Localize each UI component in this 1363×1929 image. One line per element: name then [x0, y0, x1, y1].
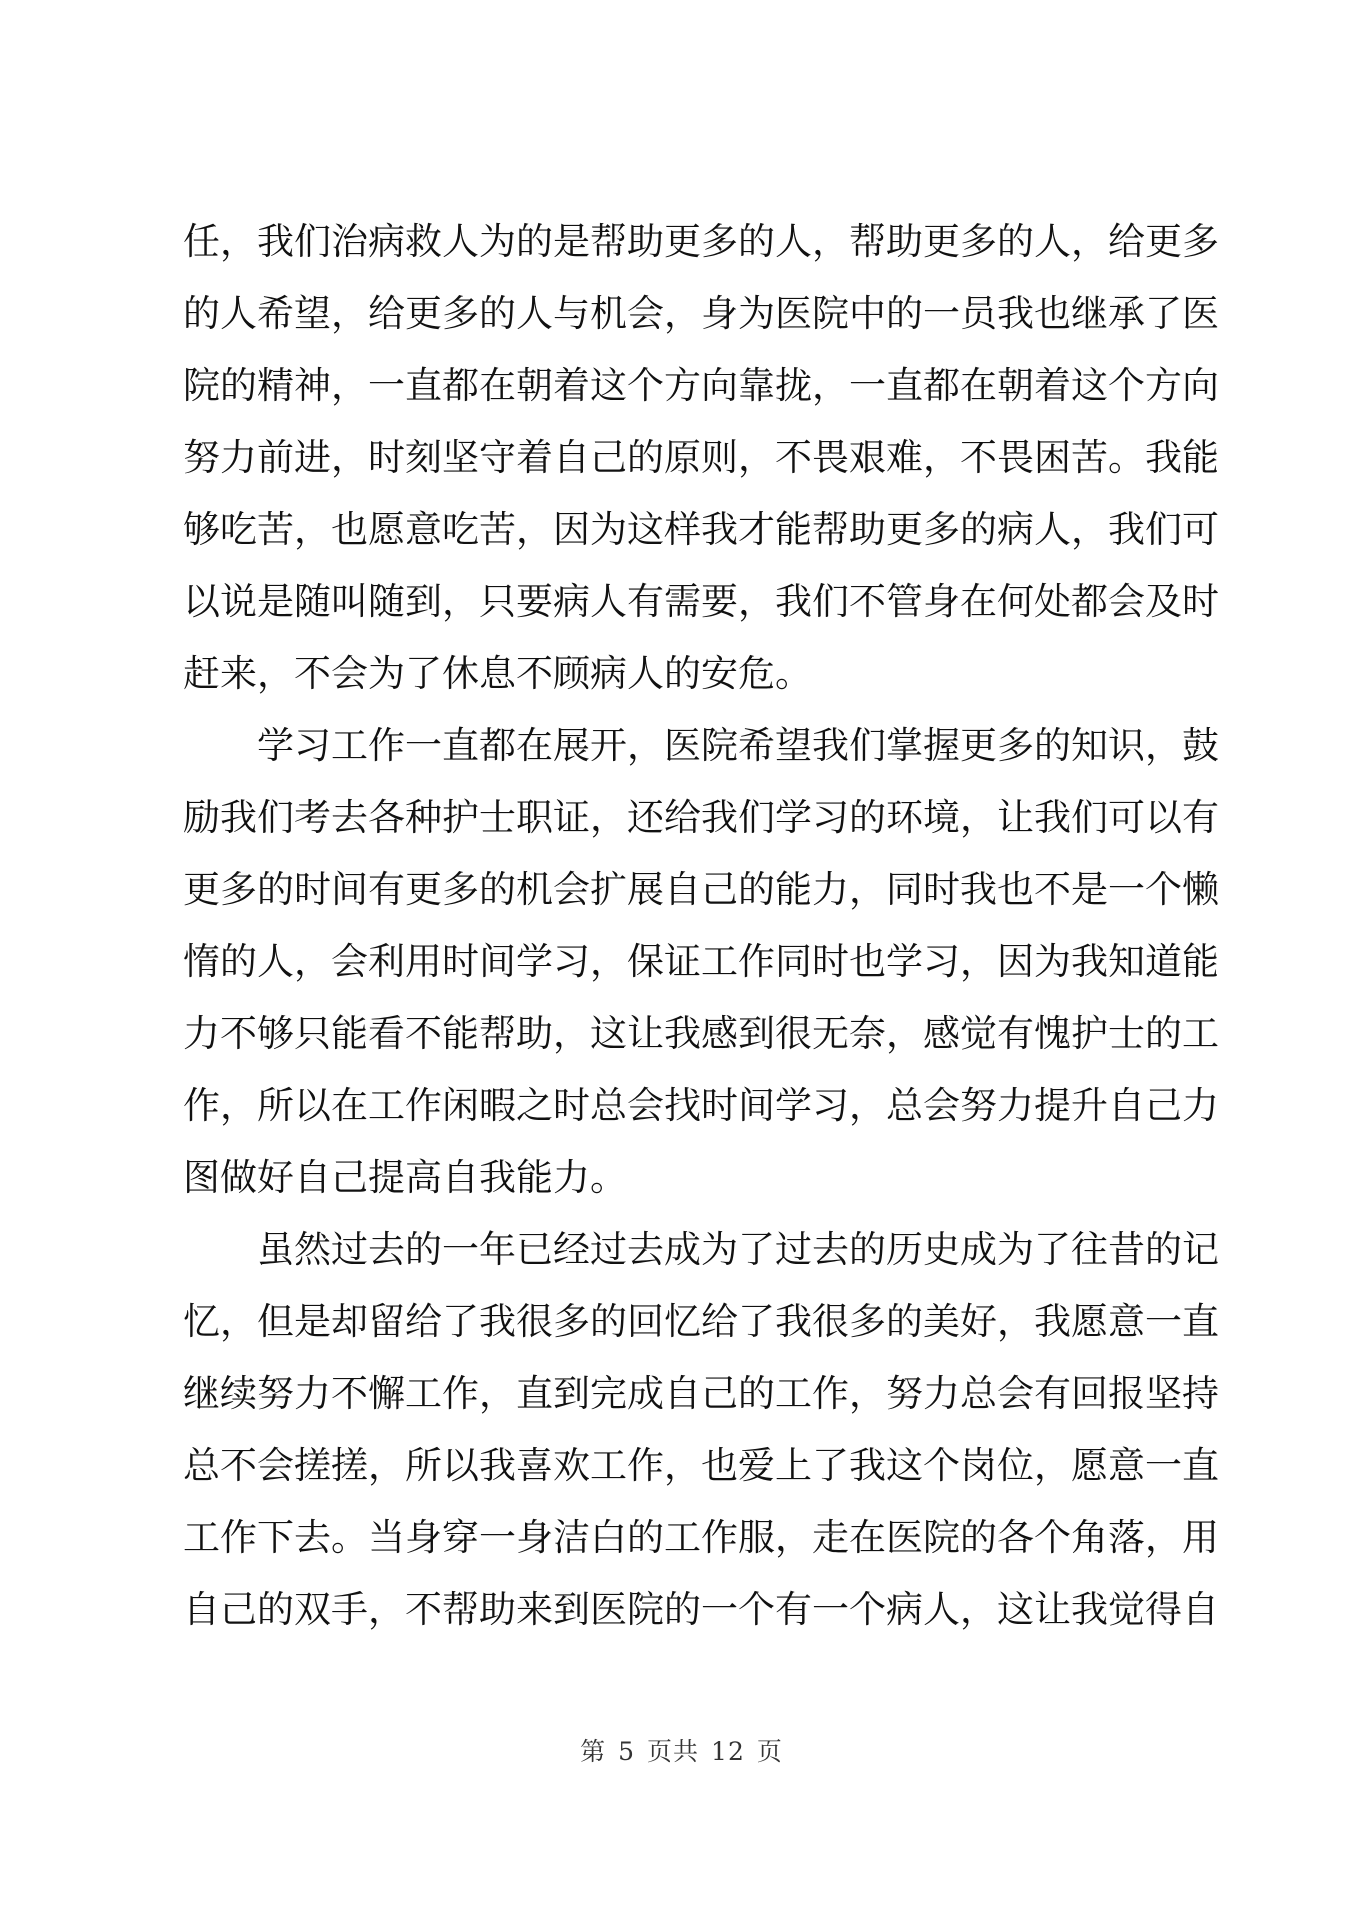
text-line: 自己的双手，不帮助来到医院的一个有一个病人，这让我觉得自	[183, 1588, 1219, 1631]
text-line: 赶来，不会为了休息不顾病人的安危。	[183, 652, 812, 695]
text-line: 学习工作一直都在展开，医院希望我们掌握更多的知识，鼓	[257, 724, 1219, 767]
text-line: 任，我们治病救人为的是帮助更多的人，帮助更多的人，给更多	[183, 220, 1219, 263]
text-line: 够吃苦，也愿意吃苦，因为这样我才能帮助更多的病人，我们可	[183, 508, 1219, 551]
text-line: 惰的人，会利用时间学习，保证工作同时也学习，因为我知道能	[183, 940, 1219, 983]
text-line: 虽然过去的一年已经过去成为了过去的历史成为了往昔的记	[257, 1228, 1219, 1271]
text-line: 作，所以在工作闲暇之时总会找时间学习，总会努力提升自己力	[183, 1084, 1219, 1127]
text-line: 力不够只能看不能帮助，这让我感到很无奈，感觉有愧护士的工	[183, 1012, 1219, 1055]
text-line: 更多的时间有更多的机会扩展自己的能力，同时我也不是一个懒	[183, 868, 1219, 911]
text-line: 励我们考去各种护士职证，还给我们学习的环境，让我们可以有	[183, 796, 1219, 839]
footer-suffix: 页	[756, 1737, 783, 1766]
text-line: 继续努力不懈工作，直到完成自己的工作，努力总会有回报坚持	[183, 1372, 1219, 1415]
text-line: 的人希望，给更多的人与机会，身为医院中的一员我也继承了医	[183, 292, 1219, 335]
footer-prefix: 第	[580, 1737, 607, 1766]
footer-total-pages: 12	[711, 1737, 745, 1766]
text-line: 忆，但是却留给了我很多的回忆给了我很多的美好，我愿意一直	[183, 1300, 1219, 1343]
text-line: 以说是随叫随到，只要病人有需要，我们不管身在何处都会及时	[183, 580, 1219, 623]
text-line: 图做好自己提高自我能力。	[183, 1156, 627, 1199]
footer-current-page: 5	[618, 1737, 636, 1766]
text-line: 院的精神，一直都在朝着这个方向靠拢，一直都在朝着这个方向	[183, 364, 1219, 407]
text-line: 努力前进，时刻坚守着自己的原则，不畏艰难，不畏困苦。我能	[183, 436, 1219, 479]
text-line: 工作下去。当身穿一身洁白的工作服，走在医院的各个角落，用	[183, 1516, 1219, 1559]
page-footer	[0, 1735, 1363, 1769]
text-line: 总不会搓搓，所以我喜欢工作，也爱上了我这个岗位，愿意一直	[183, 1444, 1219, 1487]
footer-middle: 页共	[647, 1737, 700, 1766]
